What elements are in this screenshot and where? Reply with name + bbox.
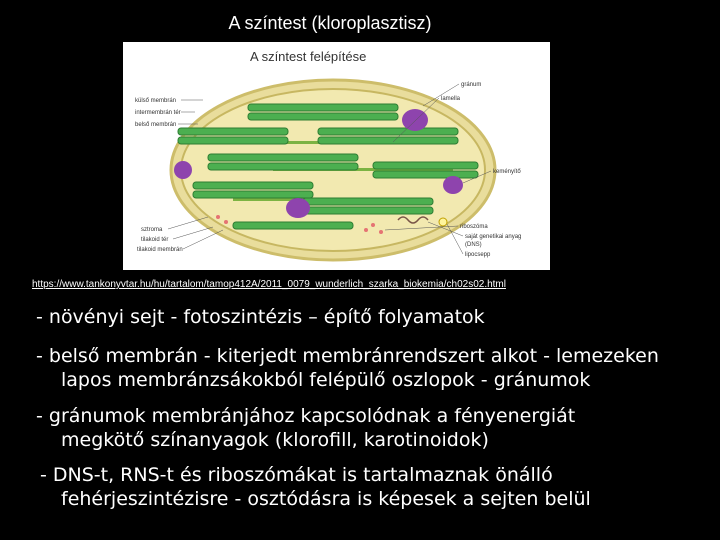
- label-lamella: lamella: [441, 96, 461, 102]
- label-intermembrane-space: intermembrán tér: [135, 110, 181, 116]
- granum-disc: [248, 104, 398, 111]
- label-outer-membrane: külső membrán: [135, 98, 177, 104]
- source-link[interactable]: https://www.tankonyvtar.hu/hu/tartalom/tamop412A/2011_0079_wunderlich_szarka_biokemia/ch02s02.html: [32, 279, 506, 290]
- granum-disc: [193, 182, 313, 189]
- figure-heading: A színtest felépítése: [250, 49, 367, 64]
- starch-grain: [443, 176, 463, 194]
- ribosome: [364, 228, 368, 232]
- granum-disc: [233, 222, 353, 229]
- granum-disc: [178, 137, 288, 144]
- ribosome: [224, 220, 228, 224]
- starch-grain: [174, 161, 192, 179]
- granum-disc: [318, 128, 458, 135]
- bullet-line: - gránumok membránjához kapcsolódnak a fényenergiát: [36, 405, 576, 427]
- granum-disc: [303, 198, 433, 205]
- granum-disc: [318, 137, 458, 144]
- bullet-line: - DNS-t, RNS-t és riboszómákat is tartalmaznak önálló: [40, 464, 553, 486]
- bullet-line: - belső membrán - kiterjedt membránrendszert alkot - lemezeken: [36, 345, 659, 367]
- ribosome: [379, 230, 383, 234]
- starch-grain: [286, 198, 310, 218]
- label-thylakoid-membrane: tilakoid membrán: [137, 247, 183, 253]
- label-stroma: sztroma: [141, 227, 163, 233]
- label-granum: gránum: [461, 82, 482, 88]
- slide-title: A színtest (kloroplasztisz): [228, 13, 432, 33]
- granum-disc: [248, 113, 398, 120]
- granum-disc: [208, 154, 358, 161]
- bullet-line: - növényi sejt - fotoszintézis – építő folyamatok: [36, 306, 485, 328]
- bullet-item: [36, 305, 485, 329]
- granum-disc: [178, 128, 288, 135]
- bullet-item: [40, 463, 591, 511]
- chloroplast-diagram: [123, 42, 550, 270]
- lipid-droplet: [439, 218, 447, 226]
- granum-disc: [373, 162, 478, 169]
- label-starch: keményítő: [493, 169, 521, 175]
- bullet-line: megkötő színanyagok (klorofill, karotinoidok): [61, 429, 489, 451]
- bullet-item: [36, 404, 575, 452]
- ribosome: [371, 223, 375, 227]
- bullet-line: fehérjeszintézisre - osztódásra is képesek a sejten belül: [61, 488, 591, 510]
- label-thylakoid-space: tilakoid tér: [141, 237, 169, 243]
- label-ribosome: riboszóma: [460, 224, 488, 230]
- label-own-genetic-material: saját genetikai anyag: [465, 234, 522, 240]
- granum-disc: [208, 163, 358, 170]
- granum-disc: [373, 171, 478, 178]
- label-inner-membrane: belső membrán: [135, 122, 177, 128]
- label-dna: (DNS): [465, 242, 482, 248]
- label-lipid-droplet: lipocsepp: [465, 252, 491, 258]
- granum-disc: [303, 207, 433, 214]
- ribosome: [216, 215, 220, 219]
- granum-disc: [193, 191, 313, 198]
- chloroplast-svg: [123, 42, 550, 270]
- bullet-item: [36, 344, 659, 392]
- bullet-line: lapos membránzsákokból felépülő oszlopok - gránumok: [61, 369, 591, 391]
